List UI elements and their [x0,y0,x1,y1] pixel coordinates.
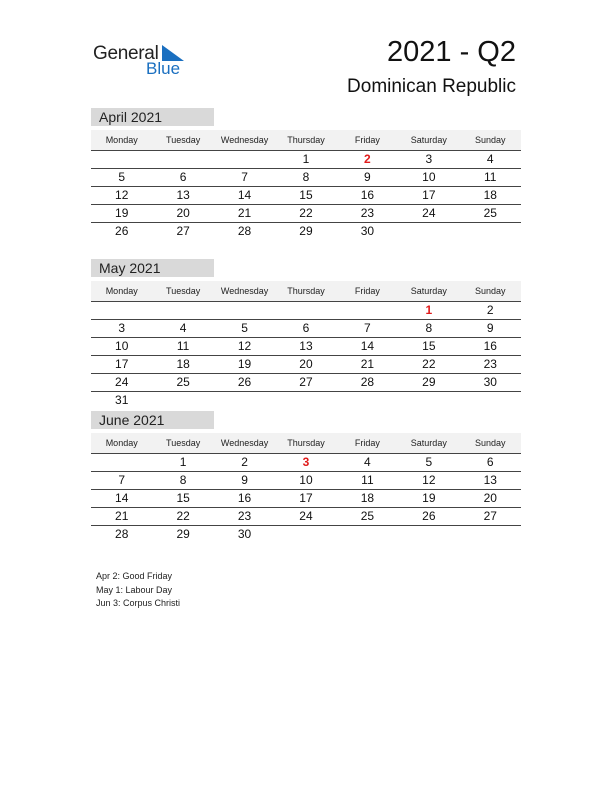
day-cell: 16 [237,491,252,505]
week-row [91,205,521,223]
day-cell [214,302,275,319]
weekday-label: Thursday [287,438,325,448]
day-cell: 13 [483,473,497,487]
page-title: 2021 - Q2 [387,36,516,68]
day-cell: 14 [360,339,375,353]
day-cell: 17 [115,357,129,371]
day-cell: 21 [237,206,252,220]
day-cell: 18 [360,491,375,505]
day-cell: 17 [299,491,313,505]
day-cell: 23 [237,509,252,523]
day-cell [214,151,275,168]
day-cell: 28 [115,527,129,541]
weekday-label: Monday [105,438,138,448]
weekday-label: Friday [354,135,380,145]
day-cell: 5 [118,170,126,184]
day-cell: 18 [176,357,190,371]
day-cell: 11 [176,339,190,353]
day-cell: 3 [118,321,126,335]
day-cell [91,454,152,471]
day-cell: 12 [422,473,436,487]
day-cell: 22 [299,206,313,220]
weekday-header-row [91,130,521,151]
day-cell: 23 [483,357,497,371]
day-cell [152,151,213,168]
holiday-note: May 1: Labour Day [96,584,173,595]
month-name: April 2021 [91,108,214,126]
weekday-label: Monday [105,135,138,145]
day-cell: 25 [483,206,497,220]
day-cell: 1 [302,152,310,166]
day-cell: 10 [422,170,436,184]
day-cell [152,392,213,409]
day-cell: 6 [302,321,310,335]
day-cell: 20 [299,357,313,371]
day-cell [337,302,398,319]
day-cell: 16 [483,339,497,353]
holiday-day-cell: 1 [425,303,433,317]
day-cell: 7 [364,321,371,335]
day-cell: 10 [299,473,313,487]
weekday-label: Sunday [474,438,506,448]
week-row [91,472,521,490]
day-cell: 19 [115,206,129,220]
day-cell: 16 [360,188,375,202]
weekday-label: Saturday [410,438,447,448]
holiday-day-cell: 3 [302,455,310,469]
weekday-label: Saturday [410,286,447,296]
day-cell: 14 [237,188,252,202]
day-cell: 24 [422,206,436,220]
day-cell: 17 [422,188,436,202]
day-cell [398,392,459,409]
country-name: Dominican Republic [347,76,516,97]
weekday-label: Wednesday [220,135,269,145]
week-row [91,169,521,187]
week-row [91,454,521,472]
weekday-header-row [91,281,521,302]
day-cell: 13 [176,188,190,202]
weekday-label: Wednesday [220,438,269,448]
day-cell: 19 [237,357,252,371]
day-cell: 20 [483,491,497,505]
week-row [91,338,521,356]
day-cell [275,392,336,409]
day-cell: 5 [241,321,248,335]
weekday-label: Saturday [410,135,447,145]
day-cell: 30 [483,375,497,389]
day-cell: 14 [115,491,129,505]
weekday-label: Sunday [474,135,506,145]
day-cell: 2 [241,455,248,469]
week-row [91,320,521,338]
day-cell: 1 [179,455,187,469]
day-cell: 15 [176,491,190,505]
day-cell: 22 [422,357,436,371]
holiday-notes [96,570,180,611]
day-cell: 20 [176,206,190,220]
day-cell: 27 [176,224,190,238]
weekday-label: Thursday [287,286,325,296]
day-cell: 27 [299,375,313,389]
day-cell: 19 [422,491,436,505]
week-row [91,223,521,240]
week-row [91,526,521,543]
day-cell [460,392,521,409]
weekday-label: Tuesday [166,135,201,145]
weekday-label: Monday [105,286,138,296]
day-cell: 11 [361,473,374,487]
day-cell: 4 [486,152,494,166]
day-cell: 23 [360,206,375,220]
day-cell: 24 [299,509,313,523]
logo [93,40,203,80]
weekday-label: Sunday [474,286,506,296]
day-cell: 7 [241,170,248,184]
day-cell [337,392,398,409]
day-cell [152,302,213,319]
day-cell [460,223,521,240]
day-cell: 29 [176,527,190,541]
day-cell: 3 [425,152,433,166]
day-cell: 29 [422,375,436,389]
day-cell: 6 [179,170,187,184]
day-cell: 28 [360,375,375,389]
weekday-header-row [91,433,521,454]
day-cell: 22 [176,509,190,523]
day-cell [91,302,152,319]
day-cell: 12 [115,188,129,202]
weekday-label: Thursday [287,135,325,145]
weekday-label: Tuesday [166,286,201,296]
day-cell: 21 [115,509,129,523]
day-cell [398,526,459,543]
day-cell: 27 [483,509,497,523]
weekday-label: Friday [354,438,380,448]
day-cell: 12 [237,339,252,353]
week-row [91,392,521,409]
day-cell: 2 [486,303,494,317]
day-cell: 30 [360,224,375,238]
day-cell [275,526,336,543]
week-row [91,151,521,169]
day-cell [460,526,521,543]
day-cell [275,302,336,319]
day-cell: 9 [486,321,494,335]
day-cell: 4 [364,455,371,469]
month-name: May 2021 [91,259,214,277]
day-cell: 28 [237,224,252,238]
week-row [91,187,521,205]
day-cell: 25 [176,375,190,389]
day-cell [91,151,152,168]
day-cell: 31 [115,393,129,407]
week-row [91,374,521,392]
day-cell [337,526,398,543]
day-cell: 26 [115,224,129,238]
holiday-note: Jun 3: Corpus Christi [96,598,181,608]
day-cell: 6 [486,455,494,469]
day-cell: 13 [299,339,313,353]
day-cell: 9 [241,473,248,487]
day-cell: 8 [302,170,310,184]
day-cell: 15 [422,339,436,353]
day-cell: 26 [422,509,436,523]
logo-general-text: General [93,43,159,64]
logo-blue-text: Blue [146,59,181,78]
weekday-label: Friday [354,286,380,296]
day-cell: 11 [484,170,497,184]
month-calendar-april [91,108,521,240]
month-calendar-may [91,259,521,409]
day-cell: 25 [360,509,375,523]
day-cell [398,223,459,240]
week-row [91,302,521,320]
day-cell: 30 [237,527,252,541]
day-cell: 26 [237,375,252,389]
day-cell: 8 [425,321,433,335]
day-cell: 24 [115,375,129,389]
day-cell: 29 [299,224,313,238]
holiday-day-cell: 2 [364,152,371,166]
weekday-label: Tuesday [166,438,201,448]
month-name: June 2021 [91,411,214,429]
week-row [91,356,521,374]
weekday-label: Wednesday [220,286,269,296]
day-cell: 4 [179,321,187,335]
day-cell: 21 [360,357,375,371]
week-row [91,508,521,526]
day-cell: 10 [115,339,129,353]
day-cell: 5 [425,455,433,469]
day-cell: 8 [179,473,187,487]
day-cell: 7 [118,473,126,487]
day-cell: 18 [483,188,497,202]
week-row [91,490,521,508]
month-calendar-june [91,411,521,543]
holiday-note: Apr 2: Good Friday [96,571,173,581]
day-cell: 15 [299,188,313,202]
day-cell [214,392,275,409]
day-cell: 9 [364,170,371,184]
